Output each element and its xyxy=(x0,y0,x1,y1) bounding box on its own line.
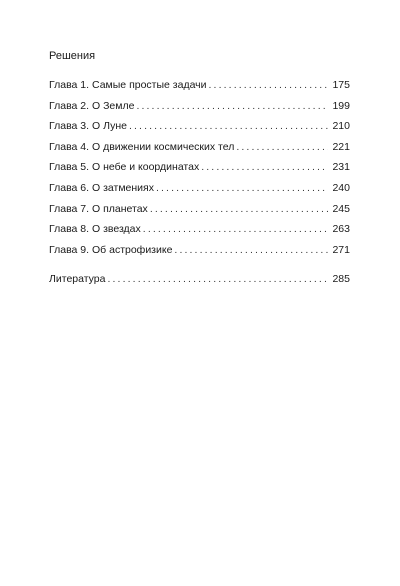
toc-entry-chapter-7 xyxy=(49,202,350,223)
page-number: 231 xyxy=(332,161,350,174)
chapter-label: Глава 5. xyxy=(49,161,90,174)
dot-leader xyxy=(236,140,328,154)
chapter-title: О Луне xyxy=(92,120,127,133)
chapter-title: О планетах xyxy=(92,202,148,215)
chapter-label: Глава 2. xyxy=(49,99,90,112)
dot-leader xyxy=(150,202,328,216)
page-number: 263 xyxy=(332,223,350,236)
literature-title: Литература xyxy=(49,273,106,286)
dot-leader xyxy=(107,272,328,286)
toc-entry-chapter-1 xyxy=(49,78,350,99)
chapter-title: О движении космических тел xyxy=(92,140,235,153)
dot-leader xyxy=(209,78,328,92)
dot-leader xyxy=(174,243,328,257)
page-number: 175 xyxy=(332,79,350,91)
page-number: 271 xyxy=(332,243,350,256)
toc-entry-literature xyxy=(49,272,350,293)
chapter-label: Глава 3. xyxy=(49,120,90,133)
chapter-label: Глава 1. xyxy=(49,79,90,91)
chapter-title: Об астрофизике xyxy=(92,243,173,256)
chapter-label: Глава 9. xyxy=(49,243,90,256)
toc-entry-chapter-6 xyxy=(49,181,350,202)
dot-leader xyxy=(129,119,328,133)
dot-leader xyxy=(136,99,328,113)
chapter-title: О Земле xyxy=(92,99,135,112)
toc-entry-chapter-8 xyxy=(49,222,350,243)
chapter-title: О звездах xyxy=(92,223,141,236)
chapter-label: Глава 4. xyxy=(49,140,90,153)
dot-leader xyxy=(156,181,328,195)
page-number: 210 xyxy=(332,120,350,133)
toc-entry-chapter-4 xyxy=(49,140,350,161)
chapter-title: О затмениях xyxy=(92,181,154,194)
table-of-contents xyxy=(49,78,350,293)
page-number: 221 xyxy=(332,140,350,153)
page-number: 199 xyxy=(332,99,350,112)
page-number: 240 xyxy=(332,181,350,194)
toc-entry-chapter-3 xyxy=(49,119,350,140)
dot-leader xyxy=(143,222,328,236)
chapter-title: О небе и координатах xyxy=(92,161,200,174)
page-number: 245 xyxy=(332,202,350,215)
toc-entry-chapter-2 xyxy=(49,99,350,120)
page-number: 285 xyxy=(332,273,350,286)
toc-entry-chapter-9 xyxy=(49,243,350,264)
chapter-title: Самые простые задачи xyxy=(92,79,207,91)
chapter-label: Глава 8. xyxy=(49,223,90,236)
dot-leader xyxy=(201,160,328,174)
toc-entry-chapter-5 xyxy=(49,160,350,181)
section-title: Решения xyxy=(49,50,96,62)
chapter-label: Глава 7. xyxy=(49,202,90,215)
chapter-label: Глава 6. xyxy=(49,181,90,194)
